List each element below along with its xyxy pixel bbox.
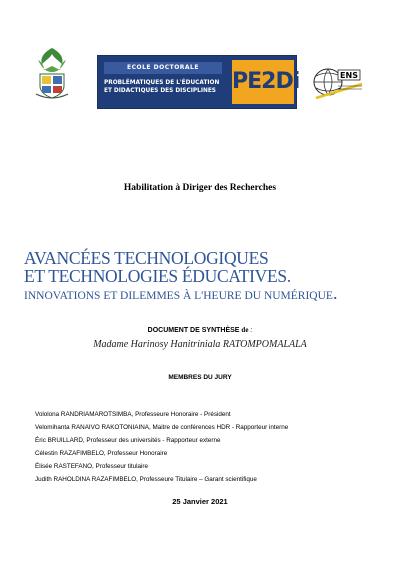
banner-brand: PE2Di bbox=[232, 60, 294, 104]
jury-member: Velomihanta RANAIVO RAKOTONIAINA, Maitre de conférences HDR - Rapporteur interne bbox=[35, 424, 289, 432]
jury-heading: MEMBRES DU JURY bbox=[168, 374, 232, 381]
ens-logo bbox=[308, 64, 366, 102]
jury-member: Vololona RANDRIAMAROTSIMBA, Professeure Honoraire - Président bbox=[35, 411, 231, 418]
document-type-colon: : bbox=[250, 327, 253, 334]
banner-subtitle bbox=[104, 79, 232, 95]
title-line-2: ET TECHNOLOGIES ÉDUCATIVES. bbox=[24, 266, 291, 286]
title-line-1: AVANCÉES TECHNOLOGIQUES bbox=[24, 248, 269, 268]
jury-member: Célestin RAZAFIMBELO, Professeur Honoraire bbox=[35, 450, 168, 458]
banner-top-label: ECOLE DOCTORALE bbox=[104, 62, 222, 74]
banner-subtitle-line1: PROBLÉMATIQUES DE L'ÉDUCATION bbox=[104, 80, 220, 86]
author-name: Madame Harinosy Hanitriniala RATOMPOMALALA bbox=[93, 339, 307, 350]
jury-member: Élisée RASTEFANO, Professeur titulaire bbox=[35, 463, 149, 471]
banner-subtitle-line2: ET DIDACTIQUES DES DISCIPLINES bbox=[104, 88, 216, 94]
ecole-doctorale-banner-logo bbox=[97, 55, 300, 109]
jury-member: Judith RAHOLDINA RAZAFIMBELO, Professeure Titulaire – Garant scientifique bbox=[35, 476, 257, 484]
document-type-de: de bbox=[241, 326, 249, 334]
subtitle-period: . bbox=[332, 283, 338, 303]
document-type-label bbox=[0, 326, 400, 334]
defense-date: 25 Janvier 2021 bbox=[172, 497, 228, 506]
habilitation-heading: Habilitation à Diriger des Recherches bbox=[123, 183, 277, 193]
subtitle bbox=[24, 283, 338, 303]
subtitle-text: INNOVATIONS ET DILEMMES À L'HEURE DU NUMÉRIQUE bbox=[24, 290, 333, 302]
document-type-text: DOCUMENT DE SYNTHÈSE bbox=[147, 327, 240, 334]
university-crest-logo bbox=[30, 46, 74, 100]
jury-member: Éric BRUILLARD, Professeur des universités - Rapporteur externe bbox=[35, 437, 221, 445]
ens-logo-text: ENS bbox=[340, 71, 358, 80]
jury-list bbox=[35, 408, 375, 487]
